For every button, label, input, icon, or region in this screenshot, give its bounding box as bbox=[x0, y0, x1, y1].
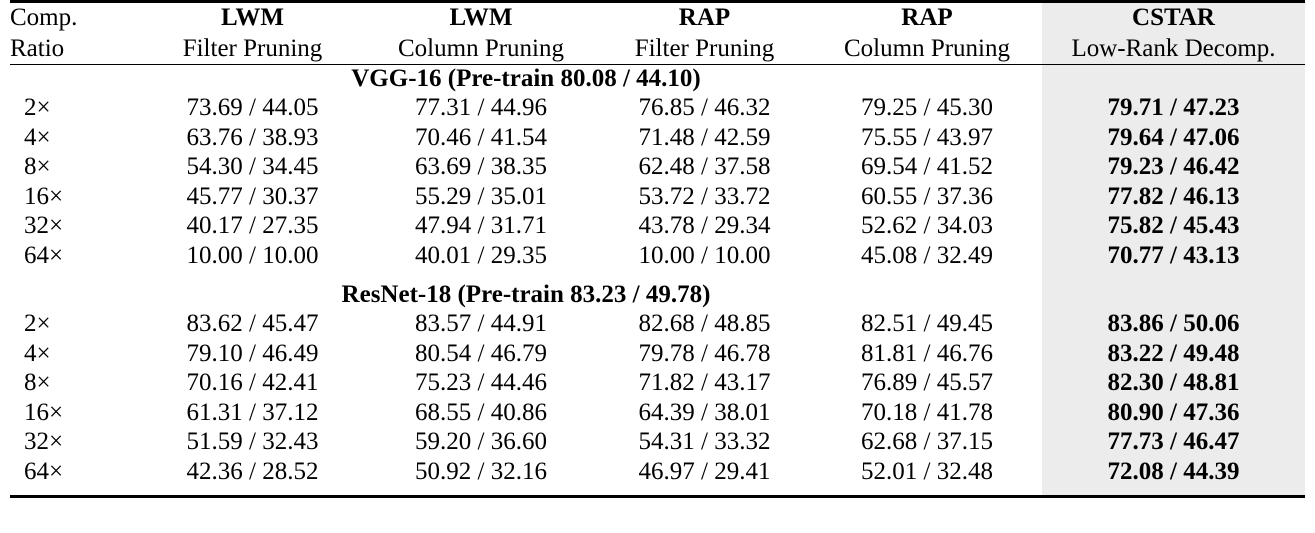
cell-rap-column: 69.54 / 41.52 bbox=[861, 153, 993, 180]
cell-lwm-filter: 40.17 / 27.35 bbox=[186, 212, 319, 239]
cell-lwm-column: 80.54 / 46.79 bbox=[415, 339, 547, 367]
cell-lwm-column: 83.57 / 44.91 bbox=[415, 310, 547, 337]
cell-lwm-column: 63.69 / 38.35 bbox=[415, 153, 547, 180]
cell-rap-column: 45.08 / 32.49 bbox=[861, 241, 993, 269]
row-ratio: 2× bbox=[24, 94, 51, 121]
row-ratio: 4× bbox=[24, 339, 51, 367]
row-ratio: 16× bbox=[24, 182, 64, 210]
cell-rap-filter: 53.72 / 33.72 bbox=[638, 182, 771, 210]
cell-lwm-column: 50.92 / 32.16 bbox=[415, 457, 547, 485]
cell-cstar: 83.86 / 50.06 bbox=[1042, 309, 1305, 339]
row-ratio: 8× bbox=[24, 369, 51, 396]
column-header-line2: Low-Rank Decomp. bbox=[1071, 34, 1276, 62]
table-row bbox=[10, 182, 1305, 212]
cell-lwm-filter: 51.59 / 32.43 bbox=[186, 428, 319, 455]
row-ratio: 16× bbox=[24, 398, 64, 426]
column-header-line1: CSTAR bbox=[1132, 4, 1215, 31]
cell-lwm-filter: 54.30 / 34.45 bbox=[186, 153, 319, 180]
column-header-line1: Comp. bbox=[10, 4, 78, 31]
cell-rap-filter: 82.68 / 48.85 bbox=[638, 310, 771, 337]
cell-lwm-filter: 70.16 / 42.41 bbox=[186, 369, 319, 396]
cell-rap-filter: 71.82 / 43.17 bbox=[638, 369, 771, 396]
cell-lwm-filter: 83.62 / 45.47 bbox=[186, 310, 319, 337]
cell-rap-filter: 76.85 / 46.32 bbox=[638, 94, 771, 121]
table-row bbox=[10, 339, 1305, 369]
row-ratio: 32× bbox=[24, 428, 64, 455]
row-ratio: 2× bbox=[24, 310, 51, 337]
cell-rap-filter: 54.31 / 33.32 bbox=[638, 428, 771, 455]
cell-lwm-filter: 61.31 / 37.12 bbox=[186, 398, 319, 426]
column-header-line2: Column Pruning bbox=[398, 34, 564, 62]
column-header-line1: LWM bbox=[221, 4, 284, 31]
cell-cstar: 79.23 / 46.42 bbox=[1042, 152, 1305, 182]
cell-cstar: 77.73 / 46.47 bbox=[1042, 427, 1305, 457]
cell-cstar: 82.30 / 48.81 bbox=[1042, 368, 1305, 398]
table-row bbox=[10, 152, 1305, 182]
cell-rap-column: 52.01 / 32.48 bbox=[861, 457, 993, 485]
column-header-lwm-column-pruning bbox=[365, 3, 597, 65]
cell-lwm-filter: 79.10 / 46.49 bbox=[186, 339, 319, 367]
cell-cstar: 80.90 / 47.36 bbox=[1042, 398, 1305, 428]
group-header-row bbox=[10, 281, 1305, 309]
column-header-rap-filter-pruning bbox=[597, 3, 812, 65]
cell-rap-column: 60.55 / 37.36 bbox=[861, 182, 993, 210]
cell-rap-column: 70.18 / 41.78 bbox=[861, 398, 993, 426]
table-row bbox=[10, 309, 1305, 339]
cell-lwm-column: 47.94 / 31.71 bbox=[415, 212, 547, 239]
column-header-line1: RAP bbox=[678, 4, 731, 31]
table-tail-space bbox=[10, 486, 1305, 497]
column-header-line2: Ratio bbox=[10, 34, 65, 62]
cell-lwm-filter: 63.76 / 38.93 bbox=[186, 123, 319, 151]
row-ratio: 64× bbox=[24, 241, 64, 269]
cell-rap-column: 52.62 / 34.03 bbox=[861, 212, 993, 239]
group-title-vgg16: VGG-16 (Pre-train 80.08 / 44.10) bbox=[351, 65, 701, 92]
cell-rap-column: 79.25 / 45.30 bbox=[861, 94, 993, 121]
table-row bbox=[10, 457, 1305, 487]
table-row bbox=[10, 241, 1305, 271]
cell-lwm-filter: 10.00 / 10.00 bbox=[186, 241, 319, 269]
column-header-rap-column-pruning bbox=[812, 3, 1042, 65]
row-ratio: 8× bbox=[24, 153, 51, 180]
cell-cstar: 72.08 / 44.39 bbox=[1042, 457, 1305, 487]
cell-cstar: 83.22 / 49.48 bbox=[1042, 339, 1305, 369]
column-header-comp-ratio bbox=[10, 3, 140, 65]
cell-rap-filter: 43.78 / 29.34 bbox=[638, 212, 771, 239]
cell-rap-filter: 64.39 / 38.01 bbox=[638, 398, 771, 426]
column-header-line2: Filter Pruning bbox=[182, 34, 323, 62]
cell-cstar: 77.82 / 46.13 bbox=[1042, 182, 1305, 212]
cell-rap-column: 62.68 / 37.15 bbox=[861, 428, 993, 455]
cell-lwm-filter: 45.77 / 30.37 bbox=[186, 182, 319, 210]
cell-rap-column: 75.55 / 43.97 bbox=[861, 123, 993, 151]
cell-lwm-column: 77.31 / 44.96 bbox=[415, 94, 547, 121]
cell-rap-filter: 10.00 / 10.00 bbox=[638, 241, 771, 269]
cell-rap-column: 81.81 / 46.76 bbox=[861, 339, 993, 367]
column-header-line1: RAP bbox=[901, 4, 953, 31]
cell-cstar: 79.64 / 47.06 bbox=[1042, 123, 1305, 153]
cell-rap-filter: 46.97 / 29.41 bbox=[638, 457, 771, 485]
table-row bbox=[10, 93, 1305, 123]
group-spacer bbox=[10, 270, 1305, 281]
group-header-row bbox=[10, 65, 1305, 93]
cell-rap-filter: 62.48 / 37.58 bbox=[638, 153, 771, 180]
column-header-line2: Column Pruning bbox=[844, 34, 1010, 62]
cell-rap-column: 82.51 / 49.45 bbox=[861, 310, 993, 337]
cell-lwm-column: 70.46 / 41.54 bbox=[415, 123, 547, 151]
cell-lwm-column: 40.01 / 29.35 bbox=[415, 241, 547, 269]
table-header-row bbox=[10, 3, 1305, 65]
cell-rap-filter: 79.78 / 46.78 bbox=[638, 339, 771, 367]
table-bottom-rule bbox=[10, 497, 1305, 499]
column-header-cstar-low-rank-decomp bbox=[1042, 3, 1305, 65]
group-title-resnet18: ResNet-18 (Pre-train 83.23 / 49.78) bbox=[341, 281, 711, 308]
cell-cstar: 70.77 / 43.13 bbox=[1042, 241, 1305, 271]
cell-lwm-column: 55.29 / 35.01 bbox=[415, 182, 547, 210]
cell-rap-column: 76.89 / 45.57 bbox=[861, 369, 993, 396]
column-header-line1: LWM bbox=[449, 4, 513, 31]
row-ratio: 32× bbox=[24, 212, 64, 239]
row-ratio: 64× bbox=[24, 457, 64, 485]
cell-cstar: 79.71 / 47.23 bbox=[1042, 93, 1305, 123]
table-row bbox=[10, 368, 1305, 398]
results-table bbox=[10, 0, 1305, 498]
column-header-lwm-filter-pruning bbox=[140, 3, 365, 65]
cell-lwm-column: 68.55 / 40.86 bbox=[415, 398, 547, 426]
table-row bbox=[10, 123, 1305, 153]
row-ratio: 4× bbox=[24, 123, 51, 151]
cell-rap-filter: 71.48 / 42.59 bbox=[638, 123, 771, 151]
cell-lwm-filter: 42.36 / 28.52 bbox=[186, 457, 319, 485]
table-row bbox=[10, 398, 1305, 428]
table-row bbox=[10, 211, 1305, 241]
table-row bbox=[10, 427, 1305, 457]
cell-lwm-column: 59.20 / 36.60 bbox=[415, 428, 547, 455]
column-header-line2: Filter Pruning bbox=[634, 34, 775, 62]
cell-lwm-filter: 73.69 / 44.05 bbox=[186, 94, 319, 121]
cell-lwm-column: 75.23 / 44.46 bbox=[415, 369, 547, 396]
cell-cstar: 75.82 / 45.43 bbox=[1042, 211, 1305, 241]
